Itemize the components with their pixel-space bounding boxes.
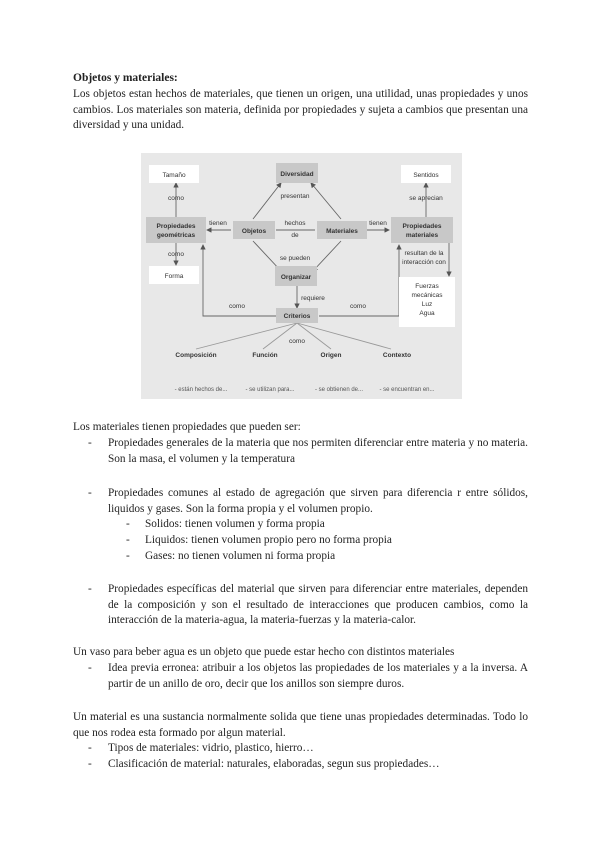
label-de: de xyxy=(291,232,299,239)
bullet-dash: - xyxy=(88,742,92,754)
bullet-clasificacion: Clasificación de material: naturales, elaboradas, segun sus propiedades… xyxy=(108,758,440,770)
label-tienen-right: tienen xyxy=(369,220,387,227)
node-contexto: Contexto xyxy=(382,352,412,359)
label-presentan: presentan xyxy=(280,193,310,200)
node-funcion: Función xyxy=(252,352,278,359)
label-como-5: como xyxy=(289,338,305,345)
sub-bullet-gases: Gases: no tienen volumen ni forma propia xyxy=(145,550,336,562)
node-forma: Forma xyxy=(164,273,184,280)
bullet-dash: - xyxy=(88,487,92,499)
concept-map-diagram xyxy=(141,153,462,399)
label-como-4: como xyxy=(350,303,366,310)
bullet-propiedades-especificas: Propiedades específicas del material que sirven para diferenciar entre materiales, dependen de la composición y son el resultado de interacciones que producen cambios, como la interacción de la materia-agua, la materia-fuerzas y la materia-calor. xyxy=(108,583,528,627)
sub-bullet-dash: - xyxy=(126,518,130,530)
label-se-pueden: se pueden xyxy=(279,255,311,262)
node-prop-mat-line1: Propiedades xyxy=(402,223,442,230)
question-contexto: - se encuentran en... xyxy=(379,387,435,393)
node-organizar: Organizar xyxy=(280,274,312,281)
propiedades-intro: Los materiales tienen propiedades que pueden ser: xyxy=(73,421,301,433)
node-tamano: Tamaño xyxy=(162,172,186,179)
node-fuerzas-line2: mecánicas xyxy=(411,292,443,299)
section-title: Objetos y materiales: xyxy=(73,72,178,84)
bullet-dash: - xyxy=(88,583,92,595)
node-fuerzas-line1: Fuerzas xyxy=(415,283,439,290)
bullet-dash: - xyxy=(88,662,92,674)
bullet-propiedades-comunes: Propiedades comunes al estado de agregación que sirven para diferencia r entre sólidos, liquidos y gases. Son la forma propia y el volumen propio. xyxy=(108,487,528,515)
label-como-2: como xyxy=(168,251,184,258)
label-como-1: como xyxy=(168,195,184,202)
node-fuerzas-line3: Luz xyxy=(421,301,433,308)
node-origen: Origen xyxy=(320,352,342,359)
label-se-aprecian: se aprecian xyxy=(409,195,443,202)
label-hechos: hechos xyxy=(284,220,306,227)
intro-paragraph: Los objetos estan hechos de materiales, que tienen un origen, una utilidad, unas propiedades y unos cambios. Los materiales son materia, definida por propiedades y sujeta a cambios que presentan una diversidad y una unidad. xyxy=(73,88,528,132)
question-funcion: - se utilizan para... xyxy=(245,387,295,393)
node-sentidos: Sentidos xyxy=(413,172,439,179)
bullet-dash: - xyxy=(88,437,92,449)
bullet-propiedades-generales: Propiedades generales de la materia que nos permiten diferenciar entre materia y no materia. Son la masa, el volumen y la temperatura xyxy=(108,437,528,465)
question-composicion: - están hechos de... xyxy=(174,387,228,393)
question-origen: - se obtienen de... xyxy=(314,387,364,393)
label-requiere: requiere xyxy=(301,295,325,302)
sub-bullet-dash: - xyxy=(126,534,130,546)
node-materiales: Materiales xyxy=(326,228,358,235)
vaso-paragraph: Un vaso para beber agua es un objeto que puede estar hecho con distintos materiales xyxy=(73,646,455,658)
node-prop-mat-line2: materiales xyxy=(405,232,439,239)
bullet-dash: - xyxy=(88,758,92,770)
node-diversidad: Diversidad xyxy=(280,171,314,178)
label-tienen-left: tienen xyxy=(209,220,227,227)
material-definition: Un material es una sustancia normalmente solida que tiene unas propiedades determinadas. Todo lo que nos rodea esta formado por algun material. xyxy=(73,711,528,739)
node-prop-geom-line1: Propiedades xyxy=(156,223,196,230)
bullet-idea-previa: Idea previa erronea: atribuir a los objetos las propiedades de los materiales y a la inversa. A partir de un anillo de oro, decir que los anillos son siempre duros. xyxy=(108,662,528,690)
sub-bullet-dash: - xyxy=(126,550,130,562)
node-criterios: Criterios xyxy=(283,313,311,320)
sub-bullet-liquidos: Liquidos: tienen volumen propio pero no forma propia xyxy=(145,534,392,546)
node-prop-geom-line2: geométricas xyxy=(156,232,196,239)
label-resultan-line1: resultan de la xyxy=(404,250,444,257)
node-composicion: Composición xyxy=(175,352,217,359)
label-como-3: como xyxy=(229,303,245,310)
sub-bullet-solidos: Solidos: tienen volumen y forma propia xyxy=(145,518,325,530)
bullet-tipos: Tipos de materiales: vidrio, plastico, hierro… xyxy=(108,742,314,754)
label-resultan-line2: interacción con xyxy=(402,259,446,266)
node-objetos: Objetos xyxy=(241,228,267,235)
node-fuerzas-line4: Agua xyxy=(419,310,435,317)
